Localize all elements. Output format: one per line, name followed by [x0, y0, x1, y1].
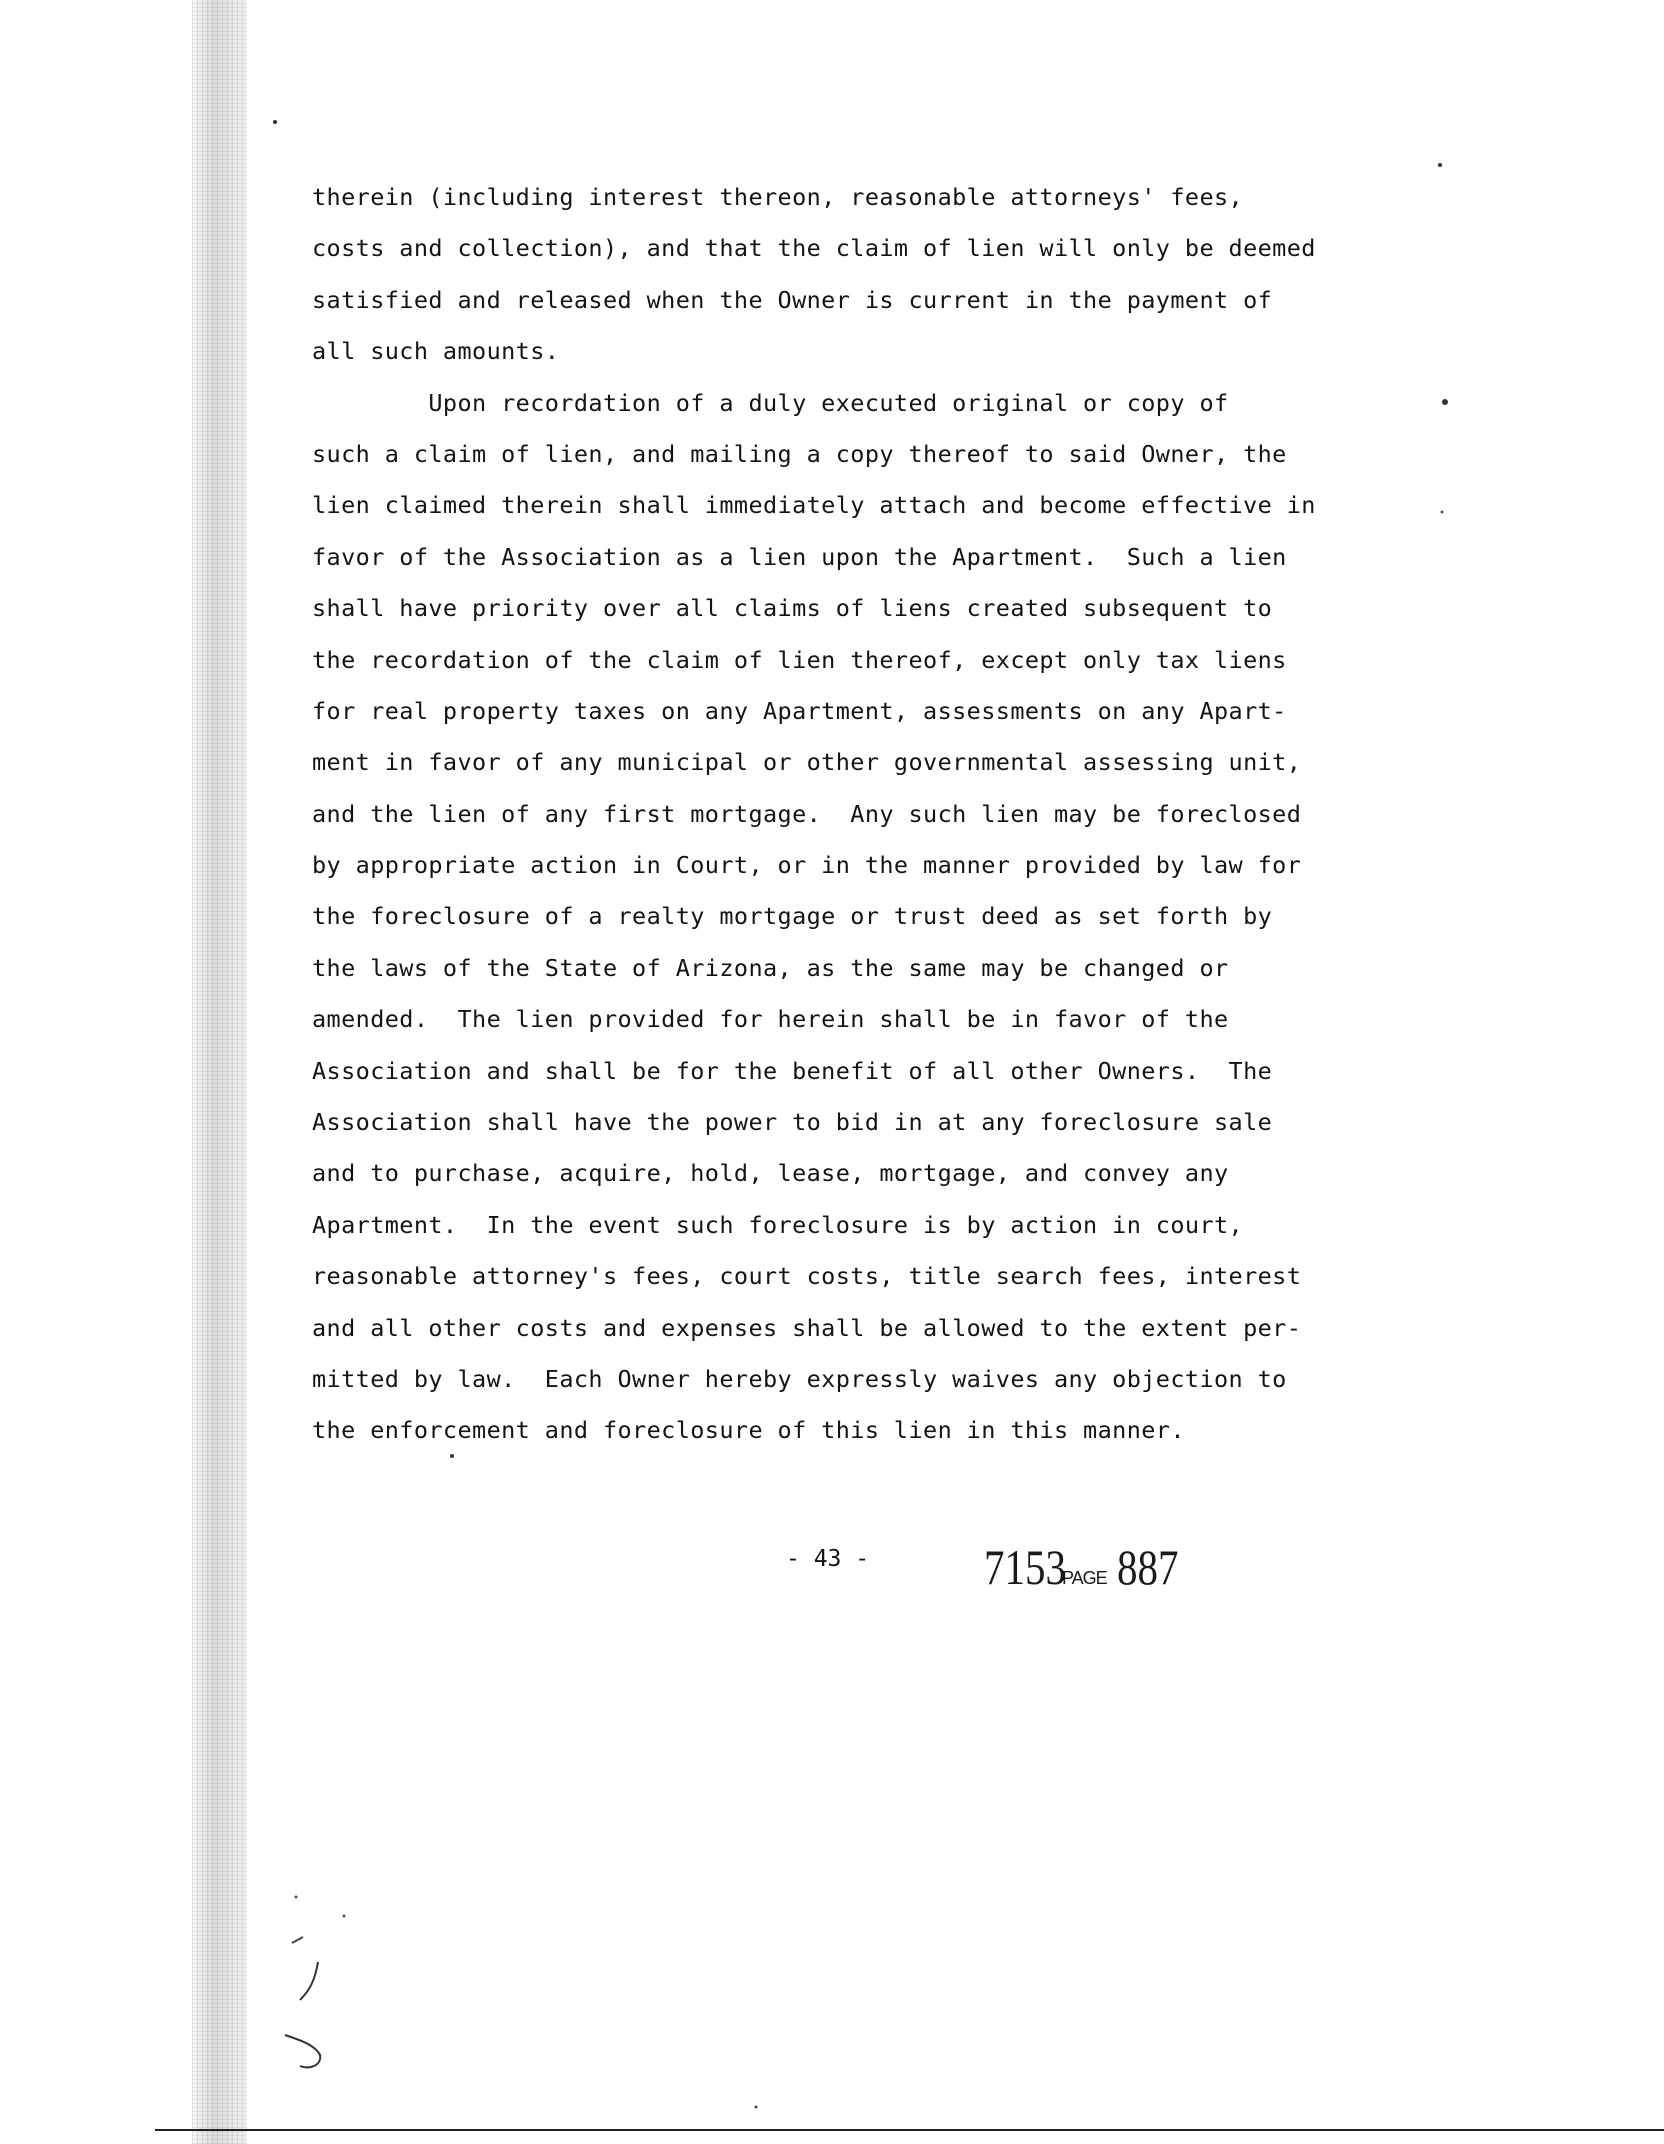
body-line: reasonable attorney's fees, court costs, title search fees, interest: [312, 1262, 1302, 1291]
body-line: such a claim of lien, and mailing a copy thereof to said Owner, the: [312, 439, 1287, 468]
body-line: ment in favor of any municipal or other governmental assessing unit,: [312, 748, 1302, 777]
body-line: lien claimed therein shall immediately attach and become effective in: [312, 491, 1316, 520]
body-line: and to purchase, acquire, hold, lease, mortgage, and convey any: [312, 1159, 1229, 1188]
body-line: and the lien of any first mortgage. Any such lien may be foreclosed: [312, 799, 1302, 828]
body-line: Apartment. In the event such foreclosure is by action in court,: [312, 1210, 1244, 1239]
bottom-rule: [155, 2129, 1664, 2131]
page-label: PAGE: [1062, 1568, 1107, 1588]
body-line: the foreclosure of a realty mortgage or trust deed as set forth by: [312, 902, 1273, 931]
body-line: all such amounts.: [312, 337, 560, 366]
body-line: satisfied and released when the Owner is current in the payment of: [312, 285, 1273, 314]
book-page: 887: [1116, 1539, 1179, 1595]
book-number: 7153: [984, 1539, 1066, 1595]
body-line: favor of the Association as a lien upon the Apartment. Such a lien: [312, 542, 1287, 571]
body-line: by appropriate action in Court, or in the manner provided by law for: [312, 851, 1302, 880]
body-line: mitted by law. Each Owner hereby expressly waives any objection to: [312, 1364, 1287, 1393]
body-line: the recordation of the claim of lien thereof, except only tax liens: [312, 645, 1287, 674]
body-line: shall have priority over all claims of liens created subsequent to: [312, 594, 1273, 623]
body-line: and all other costs and expenses shall be allowed to the extent per-: [312, 1313, 1302, 1342]
body-line: the laws of the State of Arizona, as the same may be changed or: [312, 953, 1229, 982]
body-line: Association and shall be for the benefit of all other Owners. The: [312, 1056, 1273, 1085]
body-line: therein (including interest thereon, reasonable attorneys' fees,: [312, 183, 1244, 211]
body-line: Upon recordation of a duly executed original or copy of: [312, 388, 1229, 417]
body-line: amended. The lien provided for herein shall be in favor of the: [312, 1005, 1229, 1034]
body-line: Association shall have the power to bid in at any foreclosure sale: [312, 1108, 1273, 1137]
page-number: - 43 -: [786, 1546, 870, 1572]
body-line: costs and collection), and that the claim of lien will only be deemed: [312, 234, 1316, 263]
body-line: for real property taxes on any Apartment, assessments on any Apart-: [312, 696, 1287, 725]
body-line: the enforcement and foreclosure of this lien in this manner.: [312, 1416, 1185, 1445]
